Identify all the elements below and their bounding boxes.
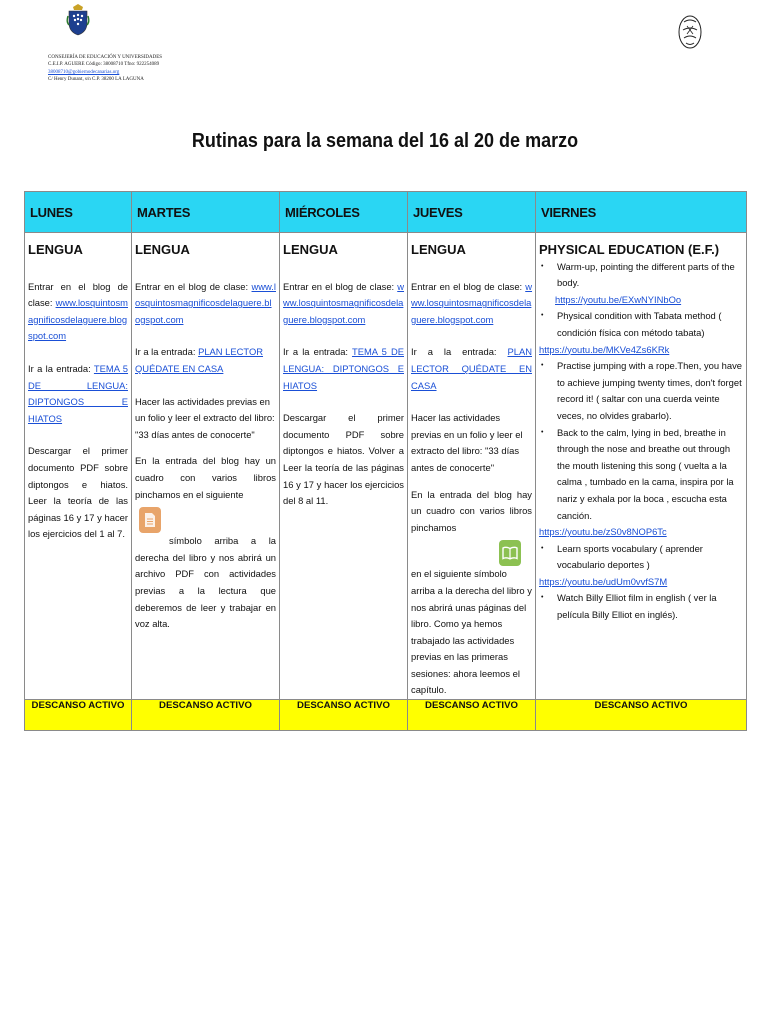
pe-activity-list [539, 259, 743, 292]
miercoles-blog-text: Entrar en el blog de clase: [283, 280, 395, 292]
header-line-1: CONSEJERÍA DE EDUCACIÓN Y UNIVERSIDADES [48, 55, 163, 60]
open-book-icon[interactable] [499, 540, 521, 566]
day-header-viernes: VIERNES [536, 192, 747, 233]
pe-activity-list-5 [539, 590, 743, 623]
jueves-paragraph-4: En la entrada del blog hay un cuadro con varios libros pinchamos [411, 488, 532, 533]
pe-link-3[interactable]: https://youtu.be/zS0v8NOP6Tc [539, 526, 667, 538]
jueves-blog-text: Entrar en el blog de clase: [411, 280, 523, 292]
school-header-info [48, 54, 162, 84]
page-title: Rutinas para la semana del 16 al 20 de marzo [191, 130, 579, 152]
jueves-paragraph-3: Hacer las actividades previas en un folio y leer el extracto del libro: "33 días antes de conocerte" [411, 412, 523, 473]
pdf-document-icon[interactable] [139, 507, 161, 533]
pe-activity-list-2 [539, 308, 743, 341]
jueves-blog-link[interactable]: www.losquintosmagnificosdelaguere.blogspot.com [411, 280, 533, 325]
pe-link-1[interactable]: https://youtu.be/EXwNYINbOo [555, 293, 682, 305]
rest-miercoles: DESCANSO ACTIVO [280, 700, 408, 731]
jueves-entry-link[interactable]: PLAN LECTOR QUÉDATE EN CASA [411, 346, 532, 391]
lunes-entry-text: Ir a la entrada: [28, 362, 91, 374]
cell-lunes [25, 233, 132, 700]
weekly-schedule-table [24, 191, 747, 731]
miercoles-paragraph-3: Descargar el primer documento PDF sobre diptongos e hiatos. Volver a Leer la teoría de las páginas 16 y 17 y hacer los ejercicios del 8 al 11. [283, 412, 404, 507]
coat-of-arms-icon [66, 4, 90, 36]
rest-viernes: DESCANSO ACTIVO [536, 700, 747, 731]
pe-activity-list-3 [539, 358, 743, 524]
martes-paragraph-4: En la entrada del blog hay un cuadro con varios libros pinchamos en el siguiente [135, 455, 276, 500]
jueves-paragraph-2 [411, 344, 532, 394]
subject-miercoles: LENGUA [283, 242, 338, 257]
martes-blog-text: Entrar en el blog de clase: [135, 280, 249, 292]
pe-item-vocabulary: • Learn sports vocabulary ( aprender vocabulario deportes ) [555, 541, 743, 574]
pe-link-2[interactable]: https://youtu.be/MKVe4Zs6KRk [539, 343, 670, 355]
martes-entry-text: Ir a la entrada: [135, 346, 196, 358]
jueves-paragraph-1 [411, 279, 532, 329]
pe-item-tabata: • Physical condition with Tabata method ( condición física con método tabata) [555, 308, 743, 341]
pe-item-rope: • Practise jumping with a rope.Then, you have to achieve jumping twenty times, don't forget record it! ( saltar con una cuerda veinte veces, no olvides grabarlo). [555, 358, 743, 424]
lunes-entry-link[interactable]: TEMA 5 DE LENGUA: DIPTONGOS E HIATOS [28, 362, 129, 424]
lunes-paragraph-1 [28, 279, 128, 345]
subject-lunes: LENGUA [28, 242, 83, 257]
miercoles-paragraph-2 [283, 344, 404, 394]
miercoles-paragraph-1 [283, 279, 404, 329]
cell-martes [132, 233, 280, 700]
day-header-row [25, 192, 747, 233]
lunes-blog-link[interactable]: www.losquintosmagnificosdelaguere.blogspot.com [28, 297, 128, 342]
rest-jueves: DESCANSO ACTIVO [408, 700, 536, 731]
miercoles-blog-link[interactable]: www.losquintosmagnificosdelaguere.blogspot.com [283, 280, 405, 325]
martes-paragraph-5: símbolo arriba a la derecha del libro y nos abrirá un archivo PDF con actividades previas a la lectura que deberemos de leer y trabajar en voz alta. [135, 535, 276, 630]
pe-link-4[interactable]: https://youtu.be/udUm0vvfS7M [539, 575, 668, 587]
lunes-paragraph-2 [28, 361, 128, 427]
subject-viernes: PHYSICAL EDUCATION (E.F.) [539, 242, 720, 257]
day-header-lunes: LUNES [25, 192, 132, 233]
miercoles-entry-text: Ir a la entrada: [283, 346, 349, 358]
day-header-jueves: JUEVES [408, 192, 536, 233]
pe-item-calm: • Back to the calm, lying in bed, breathe in through the nose and breathe out through the mouth listening this song ( vuelta a la calma , tumbado en la cama, inspira por la nariz y exhala por la boca , escucha esta canción. [555, 425, 743, 525]
martes-paragraph-1 [135, 279, 276, 329]
cell-jueves [408, 233, 536, 700]
rest-lunes: DESCANSO ACTIVO [25, 700, 132, 731]
pe-item-warmup: • Warm-up, pointing the different parts of the body. [555, 259, 743, 292]
miercoles-entry-link[interactable]: TEMA 5 DE LENGUA: DIPTONGOS E HIATOS [283, 346, 404, 391]
subject-martes: LENGUA [135, 242, 190, 257]
martes-entry-link[interactable]: PLAN LECTOR QUÉDATE EN CASA [135, 346, 264, 374]
activities-row [25, 233, 747, 700]
jueves-entry-text: Ir a la entrada: [411, 346, 497, 358]
pe-item-film: • Watch Billy Elliot film in english ( ver la película Billy Elliot en inglés). [555, 590, 743, 623]
school-seal-icon [676, 12, 704, 52]
day-header-miercoles: MIÉRCOLES [280, 192, 408, 233]
lunes-paragraph-3: Descargar el primer documento PDF sobre diptongos e hiatos. Leer la teoría de las páginas 16 y 17 y hacer los ejercicios del 1 al 7. [28, 445, 128, 540]
cell-miercoles [280, 233, 408, 700]
rest-martes: DESCANSO ACTIVO [132, 700, 280, 731]
header-line-4: C/ Henry Dunant, s/n C.P. 38200 LA LAGUNA [48, 77, 144, 83]
jueves-paragraph-5: en el siguiente símbolo arriba a la derecha del libro y nos abrirá unas páginas del libro. Como ya hemos trabajado las actividades previas en las primeras sesiones: ahora leemos el capítulo. [411, 568, 532, 696]
martes-paragraph-2 [135, 344, 276, 377]
day-header-martes: MARTES [132, 192, 280, 233]
cell-viernes [536, 233, 747, 700]
martes-blog-link[interactable]: www.losquintosmagnificosdelaguere.blogspot.com [135, 280, 276, 325]
header-line-2: C.E.I.P. AGUERE Código: 38008710 Tfno: 922254089 [48, 62, 160, 68]
pe-activity-list-4 [539, 541, 743, 574]
martes-paragraph-3: Hacer las actividades previas en un folio y leer el extracto del libro: "33 días antes de conocerte" [135, 395, 275, 440]
lunes-blog-text: Entrar en el blog de clase: [28, 280, 128, 309]
subject-jueves: LENGUA [411, 242, 466, 257]
header-email-link[interactable]: 38008710@gobiernodecanarias.org [48, 69, 120, 75]
rest-row [25, 700, 747, 731]
